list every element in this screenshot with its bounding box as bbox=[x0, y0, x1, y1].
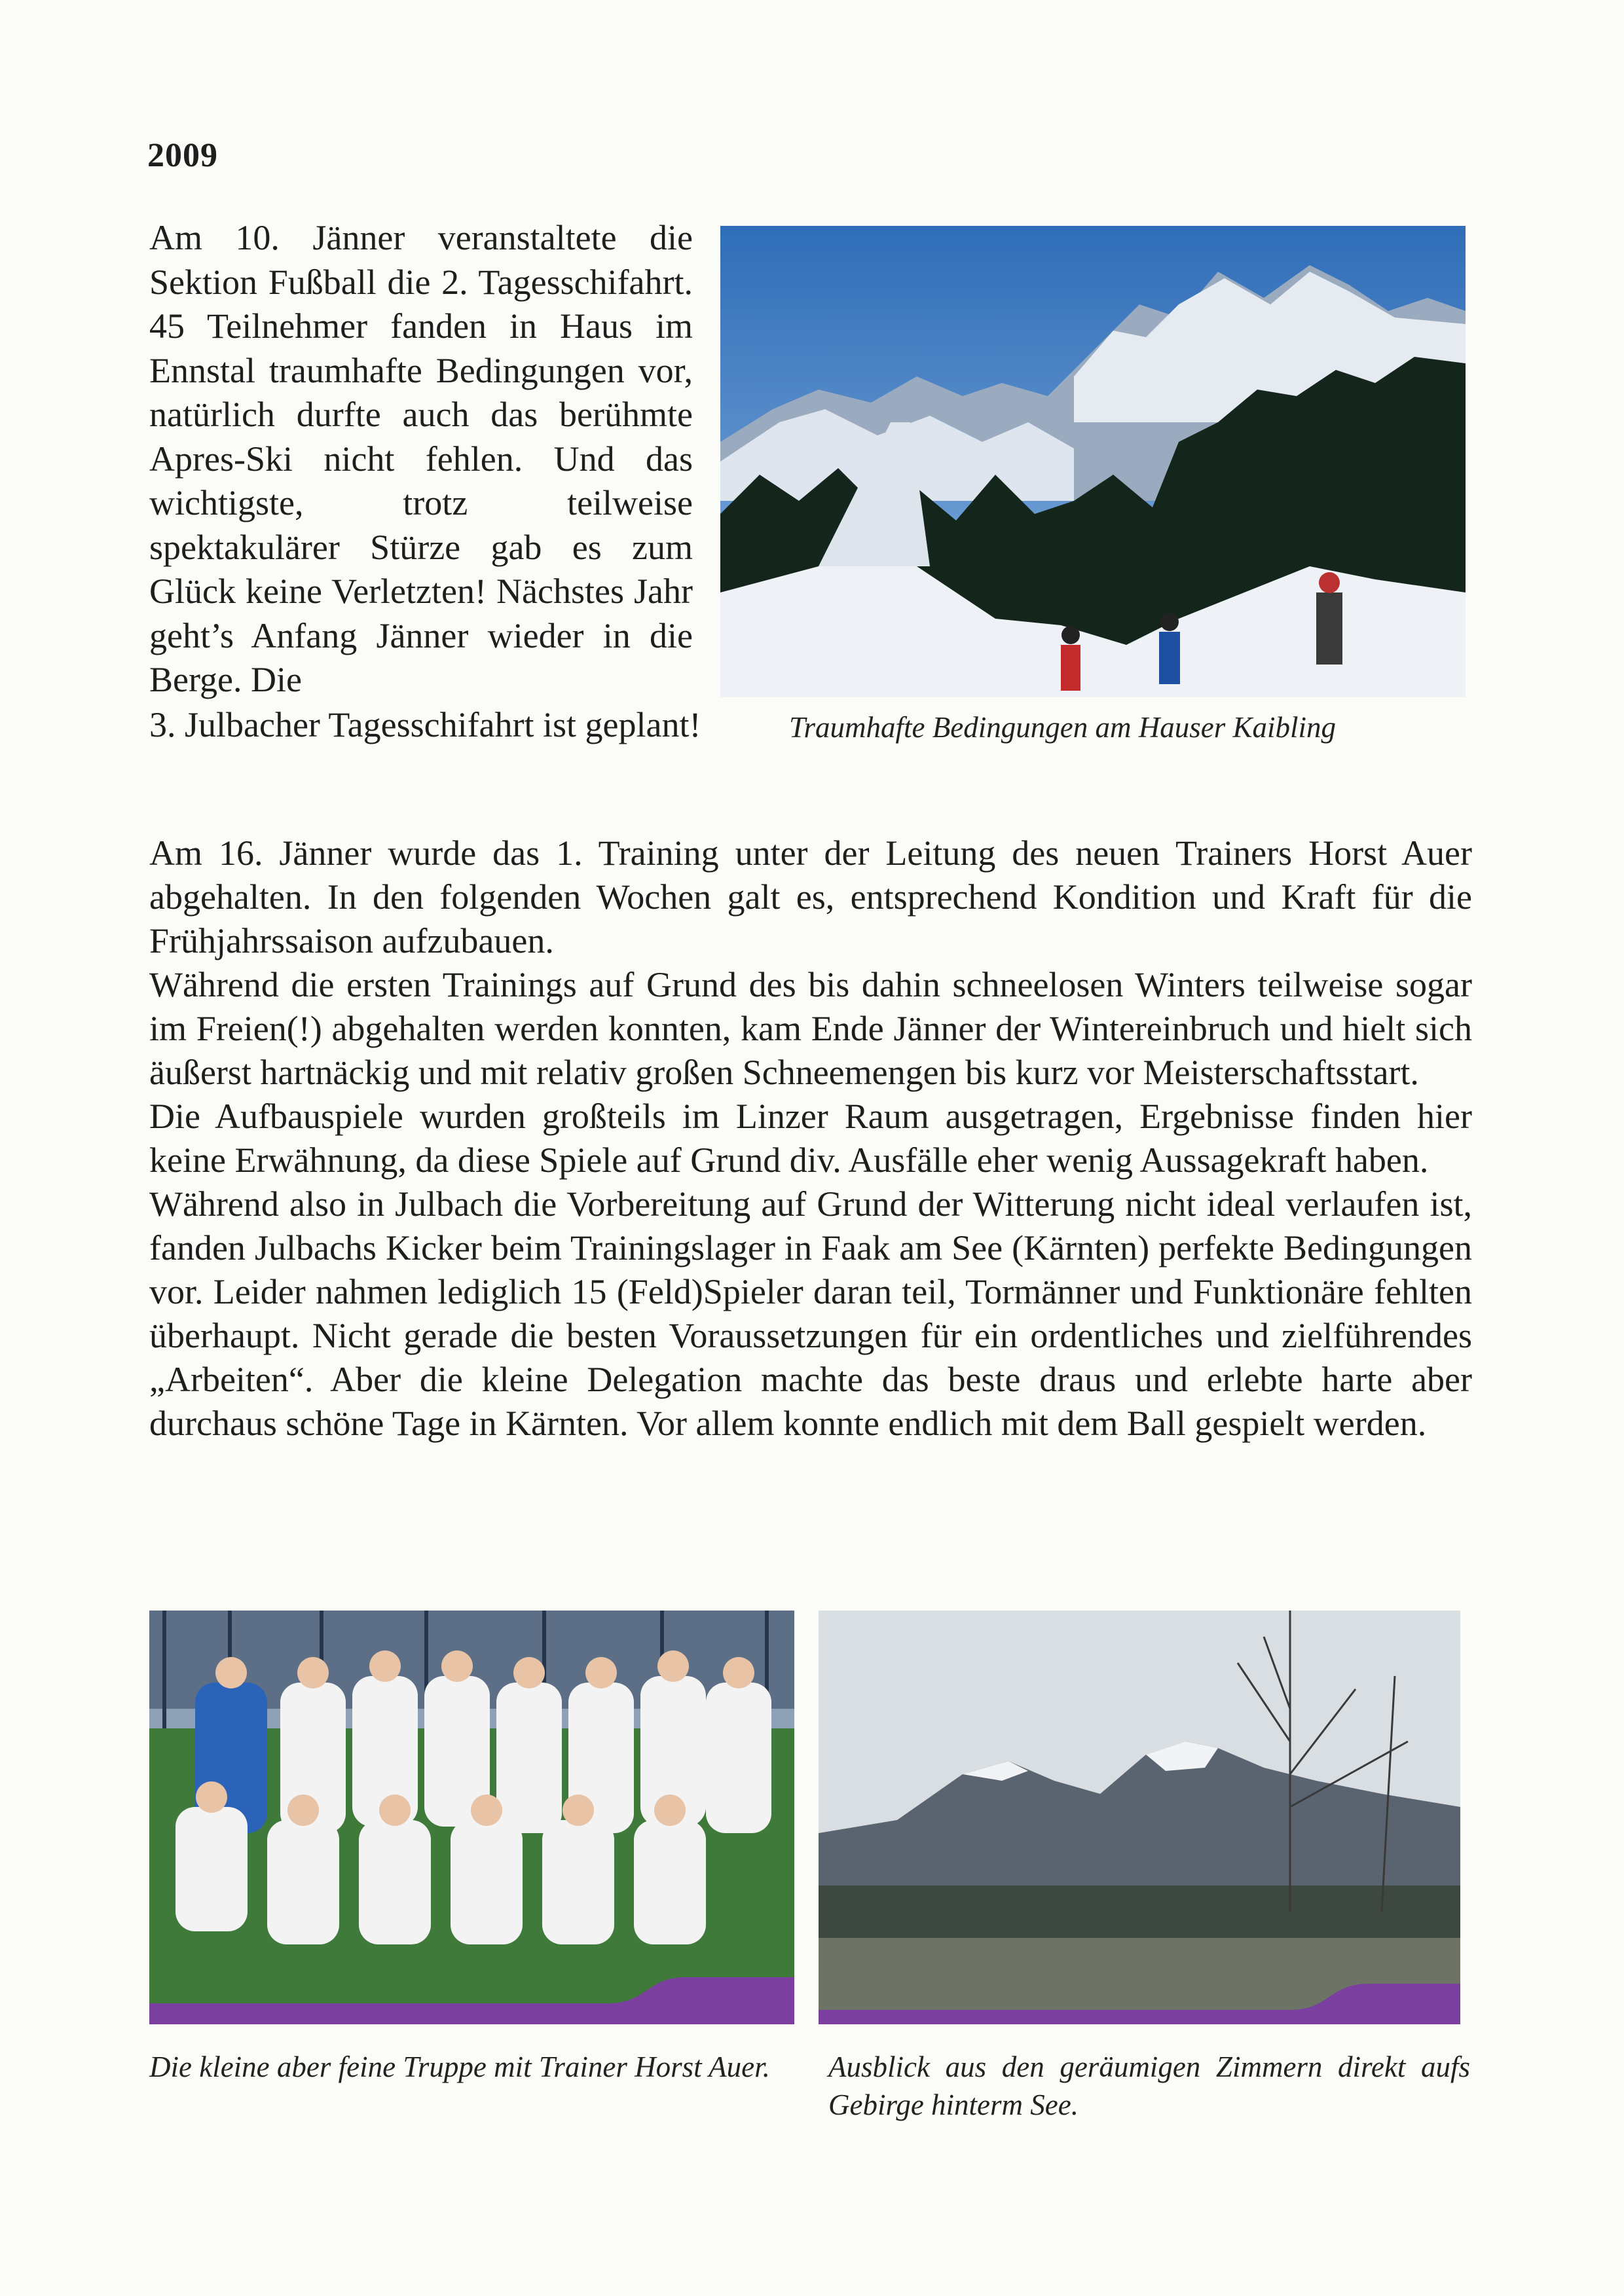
body-paragraph: Am 16. Jänner wurde das 1. Training unter der Leitung des neuen Trainers Horst Auer abgehalten. In den folgenden Wochen galt es, entsprechend Kondition und Kraft für die Frühjahrssaison aufzubauen. bbox=[149, 833, 1472, 960]
page-year-heading: 2009 bbox=[147, 137, 218, 174]
body-paragraph: Während also in Julbach die Vorbereitung auf Grund der Witterung nicht ideal verlaufen ist, fanden Julbachs Kicker beim Trainingslager in Faak am See (Kärnten) perfekte Bedingungen vor. Leider nahmen lediglich 15 (Feld)Spieler daran teil, Tormänner und Funktionäre fehlten überhaupt. Nicht gerade die besten Voraussetzungen für ein ordentliches und zielführendes „Arbeiten“. Aber die kleine Delegation machte das beste draus und erlebte harte aber durchaus schöne Tage in Kärnten. Vor allem konnte endlich mit dem Ball gespielt werden. bbox=[149, 1184, 1472, 1443]
ski-photo-caption: Traumhafte Bedingungen am Hauser Kaibling bbox=[789, 711, 1336, 744]
article-body bbox=[149, 831, 1472, 1446]
team-photo-caption: Die kleine aber feine Truppe mit Trainer Horst Auer. bbox=[149, 2050, 770, 2083]
intro-paragraph: Am 10. Jänner veranstaltete die Sektion Fußball die 2. Tagesschifahrt. 45 Teilnehmer fanden in Haus im Ennstal traumhafte Bedingungen vor, natürlich durfte auch das berühmte Apres-Ski nicht fehlen. Und das wichtigste, trotz teilweise spektakulärer Stürze gab es zum Glück keine Verletzten! Nächstes Jahr geht’s Anfang Jänner wieder in die Berge. Die bbox=[149, 218, 693, 699]
body-paragraph: Während die ersten Trainings auf Grund des bis dahin schneelosen Winters teilweise sogar im Freien(!) abgehalten werden konnten, kam Ende Jänner der Wintereinbruch und hielt sich äußerst hartnäckig und mit relativ großen Schneemengen bis kurz vor Meisterschaftsstart. bbox=[149, 965, 1472, 1092]
body-paragraph: Die Aufbauspiele wurden großteils im Linzer Raum ausgetragen, Ergebnisse finden hier keine Erwähnung, da diese Spiele auf Grund div. Ausfälle eher wenig Aussagekraft haben. bbox=[149, 1097, 1472, 1180]
view-photo-caption: Ausblick aus den geräumigen Zimmern direkt aufs Gebirge hinterm See. bbox=[828, 2050, 1470, 2121]
team-photo bbox=[149, 1611, 794, 2024]
mountain-view-photo bbox=[819, 1611, 1460, 2024]
ski-slope-photo bbox=[720, 226, 1466, 697]
intro-paragraph-last-line: 3. Julbacher Tagesschifahrt ist geplant! bbox=[149, 705, 701, 744]
